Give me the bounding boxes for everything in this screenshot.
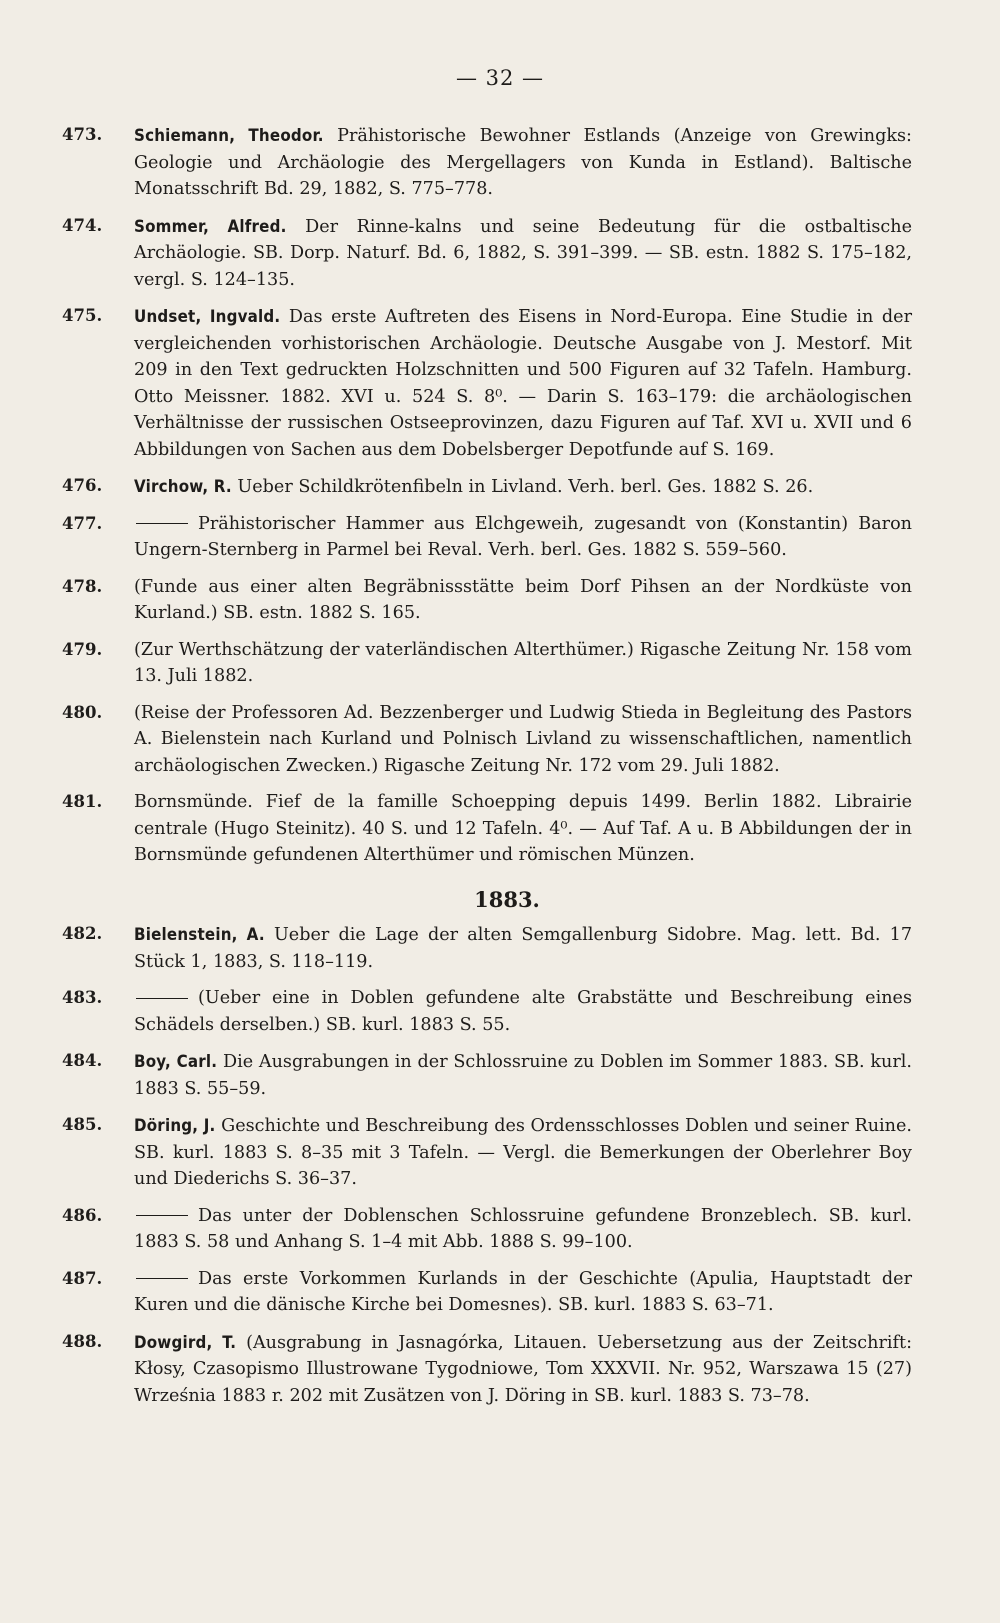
entry-text: Prähistorischer Hammer aus Elchgeweih, zugesandt von (Konstantin) Baron Ungern-Sternberg in Parmel bei Reval. Verh. berl. Ges. 1882 S. 559–560. xyxy=(134,513,912,560)
entry-number: 474. xyxy=(62,215,103,235)
entry-number: 487. xyxy=(62,1268,103,1288)
bibliography-entry xyxy=(62,122,912,203)
bibliography-entry xyxy=(62,921,912,975)
bibliography-list xyxy=(62,122,912,1419)
entry-number: 476. xyxy=(62,476,103,495)
entry-number: 484. xyxy=(62,1051,103,1070)
entry-author: Schiemann, Theodor. xyxy=(134,125,324,145)
entry-text: (Ausgrabung in Jasnagórka, Litauen. Uebersetzung aus der Zeitschrift: Kłosy, Czasopismo Illustrowane Tygodniowe, Tom XXXVII. Nr. 952, Warszawa 15 (27) Września 1883 r. 202 mit Zusätzen von J. Döring in SB. kurl. 1883 S. 73–78. xyxy=(134,1332,912,1406)
entry-text: Die Ausgrabungen in der Schlossruine zu Doblen im Sommer 1883. SB. kurl. 1883 S. 55–59. xyxy=(134,1052,912,1099)
bibliography-entry xyxy=(62,1203,912,1256)
entry-number: 488. xyxy=(62,1331,103,1351)
bibliography-entry xyxy=(62,473,912,501)
entry-number: 473. xyxy=(62,125,103,144)
entry-author: Virchow, R. xyxy=(134,476,232,496)
entry-author: Undset, Ingvald. xyxy=(134,306,281,326)
ditto-dash xyxy=(136,1215,188,1216)
bibliography-entry xyxy=(62,1329,912,1410)
entry-number: 475. xyxy=(62,306,103,325)
bibliography-entry xyxy=(62,1266,912,1319)
bibliography-entry xyxy=(62,303,912,463)
entry-text: (Ueber eine in Doblen gefundene alte Grabstätte und Beschreibung eines Schädels derselben.) SB. kurl. 1883 S. 55. xyxy=(134,988,912,1035)
entry-text: (Zur Werthschätzung der vaterländischen Alterthümer.) Rigasche Zeitung Nr. 158 vom 13. Juli 1882. xyxy=(134,639,912,686)
bibliography-entry xyxy=(62,985,912,1038)
entry-number: 479. xyxy=(62,639,103,659)
entry-text: Prähistorische Bewohner Estlands (Anzeige von Grewingks: Geologie und Archäologie des Mergellagers von Kunda in Estland). Baltische Monatsschrift Bd. 29, 1882, S. 775–778. xyxy=(134,126,912,199)
entry-number: 477. xyxy=(62,513,103,533)
entries-1882 xyxy=(62,122,912,869)
entry-text: Das erste Auftreten des Eisens in Nord-Europa. Eine Studie in der vergleichenden vorhistorischen Archäologie. Deutsche Ausgabe von J. Mestorf. Mit 209 in den Text gedruckten Holzschnitten und 500 Figuren auf 32 Tafeln. Hamburg. Otto Meissner. 1882. XVI u. 524 S. 8⁰. — Darin S. 163–179: die archäologischen Verhältnisse der russischen Ostseeprovinzen, dazu Figuren auf Taf. XVI u. XVII und 6 Abbildungen von Sachen aus dem Dobelsberger Depotfunde auf S. 169. xyxy=(134,307,912,460)
entry-number: 480. xyxy=(62,702,103,722)
entry-text: Ueber die Lage der alten Semgallenburg Sidobre. Mag. lett. Bd. 17 Stück 1, 1883, S. 118–119. xyxy=(134,925,913,972)
entry-text: Das erste Vorkommen Kurlands in der Geschichte (Apulia, Hauptstadt der Kuren und die dänische Kirche bei Domesnes). SB. kurl. 1883 S. 63–71. xyxy=(134,1268,912,1315)
entry-author: Boy, Carl. xyxy=(134,1051,218,1071)
entry-author: Sommer, Alfred. xyxy=(134,215,287,236)
entry-number: 486. xyxy=(62,1205,103,1225)
entry-text: Der Rinne-kalns und seine Bedeutung für die ostbaltische Archäologie. SB. Dorp. Naturf. Bd. 6, 1882, S. 391–399. — SB. estn. 1882 S. 175–182, vergl. S. 124–135. xyxy=(134,216,912,290)
ditto-dash xyxy=(136,998,188,999)
entry-text: Bornsmünde. Fief de la famille Schoepping depuis 1499. Berlin 1882. Librairie centrale (Hugo Steinitz). 40 S. und 12 Tafeln. 4⁰. — Auf Taf. A u. B Abbildungen der in Bornsmünde gefundenen Alterthümer und römischen Münzen. xyxy=(134,792,912,865)
bibliography-entry xyxy=(62,1048,912,1102)
entry-text: Das unter der Doblenschen Schlossruine gefundene Bronzeblech. SB. kurl. 1883 S. 58 und Anhang S. 1–4 mit Abb. 1888 S. 99–100. xyxy=(134,1205,912,1252)
bibliography-entry xyxy=(62,700,912,780)
entry-number: 482. xyxy=(62,924,103,943)
entry-text: (Reise der Professoren Ad. Bezzenberger und Ludwig Stieda in Begleitung des Pastors A. Bielenstein nach Kurland und Polnisch Livland zu wissenschaftlichen, namentlich archäologischen Zwecken.) Rigasche Zeitung Nr. 172 vom 29. Juli 1882. xyxy=(134,702,912,776)
entry-author: Dowgird, T. xyxy=(134,1331,237,1352)
entry-text: Ueber Schildkrötenfibeln in Livland. Verh. berl. Ges. 1882 S. 26. xyxy=(231,477,814,497)
entry-text: (Funde aus einer alten Begräbnissstätte beim Dorf Pihsen an der Nordküste von Kurland.) SB. estn. 1882 S. 165. xyxy=(134,576,912,623)
bibliography-entry xyxy=(62,789,912,869)
bibliography-entry xyxy=(62,213,912,294)
year-heading: 1883. xyxy=(474,886,540,912)
entry-number: 485. xyxy=(62,1115,103,1134)
ditto-dash xyxy=(136,523,188,524)
bibliography-entry xyxy=(62,574,912,627)
entry-text: Geschichte und Beschreibung des Ordensschlosses Doblen und seiner Ruine. SB. kurl. 1883 S. 8–35 mit 3 Tafeln. — Vergl. die Bemerkungen der Oberlehrer Boy und Diederichs S. 36–37. xyxy=(134,1116,912,1189)
entry-number: 481. xyxy=(62,792,103,811)
entry-number: 478. xyxy=(62,576,103,596)
bibliography-entry xyxy=(62,637,912,690)
bibliography-entry xyxy=(62,511,912,564)
entry-number: 483. xyxy=(62,988,103,1007)
bibliography-entry xyxy=(62,1112,912,1193)
entry-author: Döring, J. xyxy=(134,1115,216,1135)
page-number: — 32 — xyxy=(455,66,545,90)
entries-1883 xyxy=(62,921,912,1409)
entry-author: Bielenstein, A. xyxy=(134,924,265,944)
ditto-dash xyxy=(136,1278,188,1279)
